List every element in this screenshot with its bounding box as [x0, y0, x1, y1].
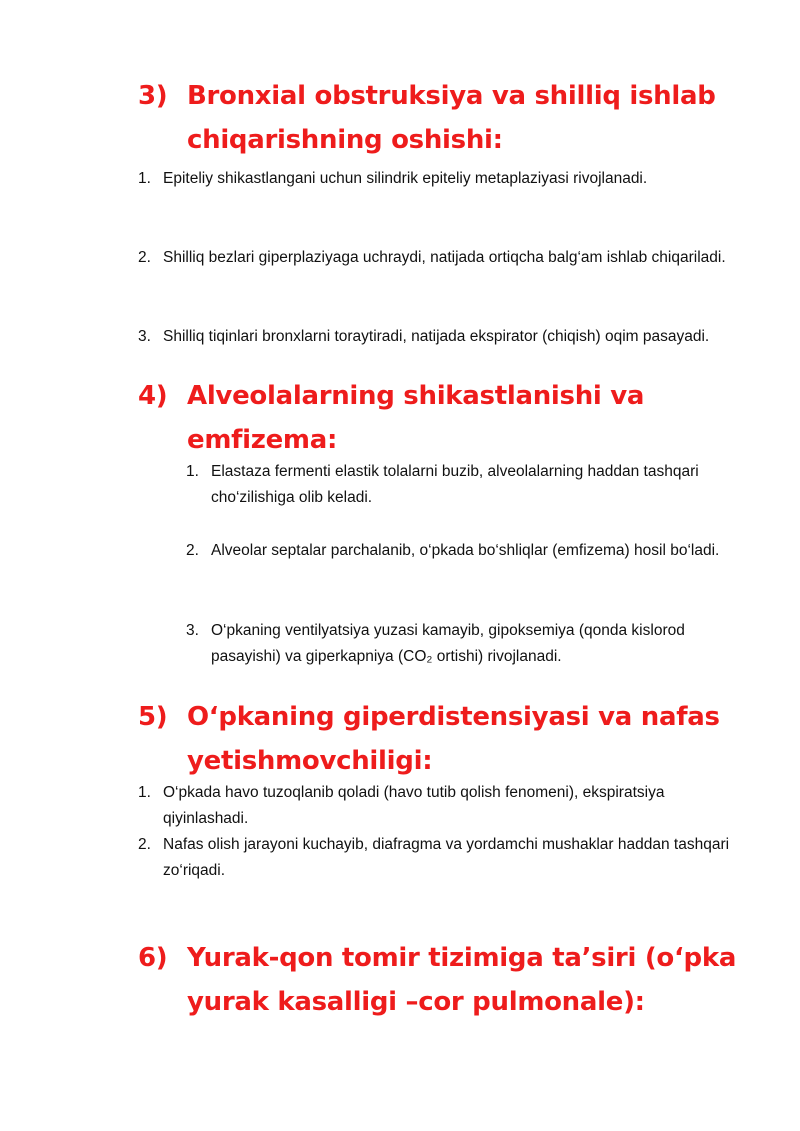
list-item-number: 3.: [138, 328, 151, 345]
list-item-number: 2.: [186, 542, 199, 559]
list-item-number: 2.: [138, 249, 151, 266]
section-5-heading: [138, 695, 758, 783]
list-item-text: Alveolar septalar parchalanib, o‘pkada bo‘shliqlar (emfizema) hosil bo‘ladi.: [211, 542, 720, 559]
list-item: [186, 538, 746, 564]
section-4-heading: [138, 374, 758, 462]
section-5-title: O‘pkaning giperdistensiyasi va nafas yetishmovchiligi:: [187, 702, 720, 776]
list-item-text: Nafas olish jarayoni kuchayib, diafragma va yordamchi mushaklar haddan tashqari zo‘riqadi.: [163, 836, 730, 879]
section-3-number: 3): [138, 81, 168, 111]
list-item-number: 2.: [138, 836, 151, 853]
list-item-number: 1.: [186, 463, 199, 480]
list-item-number: 1.: [138, 784, 151, 801]
list-item-number: 1.: [138, 170, 151, 187]
list-item: [138, 780, 738, 832]
section-3-heading: [138, 74, 758, 162]
section-5-number: 5): [138, 702, 168, 732]
list-item-text: Epiteliy shikastlangani uchun silindrik epiteliy metaplaziyasi rivojlanadi.: [163, 170, 648, 187]
list-item-text: O‘pkada havo tuzoqlanib qoladi (havo tutib qolish fenomeni), ekspiratsiya qiyinlashadi.: [163, 784, 665, 827]
list-item-text: Elastaza fermenti elastik tolalarni buzib, alveolalarning haddan tashqari cho‘zilishiga olib keladi.: [211, 463, 699, 506]
list-item-text: O‘pkaning ventilyatsiya yuzasi kamayib, gipoksemiya (qonda kislorod pasayishi) va giperkapniya (CO₂ ortishi) rivojlanadi.: [211, 622, 685, 665]
section-6-title: Yurak-qon tomir tizimiga ta’siri (o‘pka yurak kasalligi –cor pulmonale):: [187, 943, 737, 1017]
section-6-number: 6): [138, 943, 168, 973]
list-item: [138, 245, 738, 271]
section-4-number: 4): [138, 381, 168, 411]
list-item: [186, 459, 746, 511]
section-3-title: Bronxial obstruksiya va shilliq ishlab chiqarishning oshishi:: [187, 81, 716, 155]
list-item: [186, 618, 746, 670]
list-item-text: Shilliq bezlari giperplaziyaga uchraydi, natijada ortiqcha balg‘am ishlab chiqariladi.: [163, 249, 726, 266]
list-item-number: 3.: [186, 622, 199, 639]
list-item-text: Shilliq tiqinlari bronxlarni toraytiradi, natijada ekspirator (chiqish) oqim pasayadi.: [163, 328, 710, 345]
list-item: [138, 324, 738, 350]
section-4-title: Alveolalarning shikastlanishi va emfizema:: [187, 381, 645, 455]
list-item: [138, 166, 738, 192]
section-6-heading: [138, 936, 758, 1024]
list-item: [138, 832, 738, 884]
